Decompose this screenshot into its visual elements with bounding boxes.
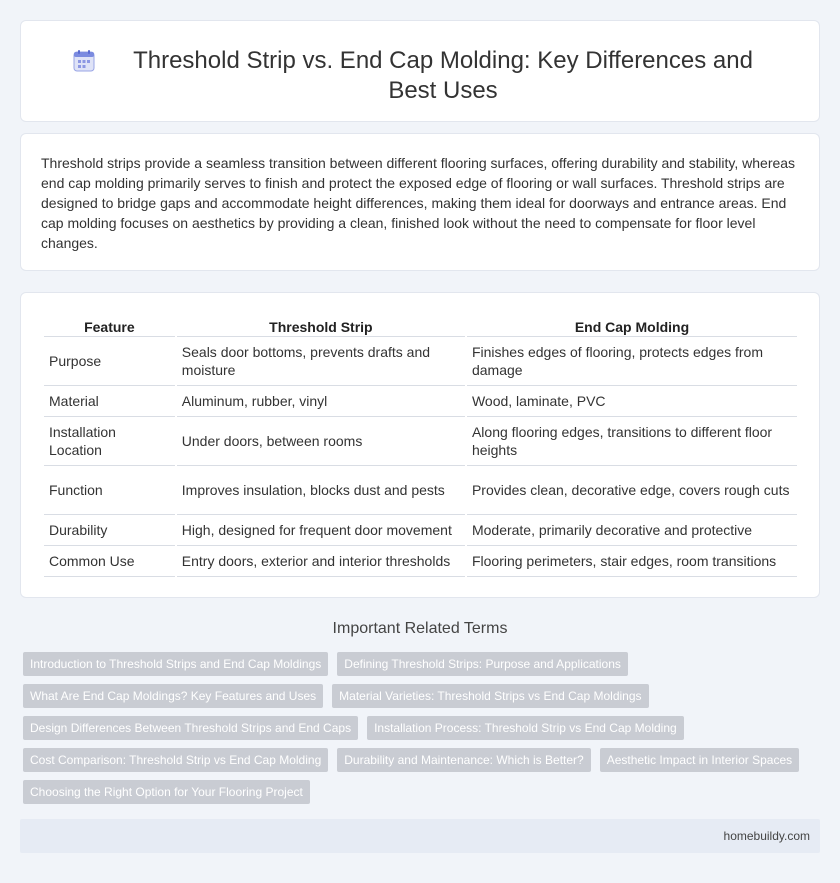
table-cell: Finishes edges of flooring, protects edges from damage xyxy=(467,337,797,386)
related-terms-list xyxy=(23,652,813,812)
related-term-tag[interactable]: Defining Threshold Strips: Purpose and Applications xyxy=(337,652,628,676)
table-row xyxy=(44,386,797,417)
table-header-row xyxy=(44,311,797,337)
column-header-feature: Feature xyxy=(44,311,175,337)
related-term-tag[interactable]: Cost Comparison: Threshold Strip vs End Cap Molding xyxy=(23,748,328,772)
intro-paragraph: Threshold strips provide a seamless transition between different flooring surfaces, offering durability and stability, whereas end cap molding primarily serves to finish and protect the exposed edge of flooring or wall surfaces. Threshold strips are designed to bridge gaps and accommodate height differences, making them ideal for doorways and entrance areas. End cap molding focuses on aesthetics by providing a clean, finished look without the need to compensate for floor level changes. xyxy=(41,155,796,251)
table-cell: Along flooring edges, transitions to different floor heights xyxy=(467,417,797,466)
related-term-tag[interactable]: Material Varieties: Threshold Strips vs End Cap Moldings xyxy=(332,684,648,708)
table-cell: Seals door bottoms, prevents drafts and moisture xyxy=(177,337,465,386)
column-header-threshold-strip: Threshold Strip xyxy=(177,311,465,337)
intro-card xyxy=(20,133,820,271)
calendar-icon xyxy=(71,48,97,74)
table-cell: Material xyxy=(44,386,175,417)
table-cell: Flooring perimeters, stair edges, room transitions xyxy=(467,546,797,577)
table-cell: Installation Location xyxy=(44,417,175,466)
table-cell: Entry doors, exterior and interior thresholds xyxy=(177,546,465,577)
related-terms-heading: Important Related Terms xyxy=(332,620,508,637)
related-term-tag[interactable]: Introduction to Threshold Strips and End Cap Moldings xyxy=(23,652,328,676)
table-cell: Purpose xyxy=(44,337,175,386)
related-term-tag[interactable]: Durability and Maintenance: Which is Better? xyxy=(337,748,590,772)
comparison-table-card xyxy=(20,292,820,598)
table-row xyxy=(44,466,797,515)
comparison-table xyxy=(42,311,799,577)
table-cell: Durability xyxy=(44,515,175,546)
table-row xyxy=(44,337,797,386)
table-cell: Common Use xyxy=(44,546,175,577)
related-term-tag[interactable]: Design Differences Between Threshold Strips and End Caps xyxy=(23,716,358,740)
related-term-tag[interactable]: What Are End Cap Moldings? Key Features and Uses xyxy=(23,684,323,708)
page-title: Threshold Strip vs. End Cap Molding: Key Differences and Best Uses xyxy=(133,47,753,104)
table-cell: Wood, laminate, PVC xyxy=(467,386,797,417)
related-term-tag[interactable]: Aesthetic Impact in Interior Spaces xyxy=(600,748,799,772)
column-header-end-cap-molding: End Cap Molding xyxy=(467,311,797,337)
title-card xyxy=(20,20,820,122)
footer xyxy=(20,819,820,853)
table-cell: High, designed for frequent door movement xyxy=(177,515,465,546)
footer-site-link[interactable]: homebuildy.com xyxy=(723,829,810,843)
table-cell: Moderate, primarily decorative and protective xyxy=(467,515,797,546)
table-cell: Aluminum, rubber, vinyl xyxy=(177,386,465,417)
table-row xyxy=(44,515,797,546)
related-term-tag[interactable]: Installation Process: Threshold Strip vs End Cap Molding xyxy=(367,716,684,740)
table-row xyxy=(44,417,797,466)
table-cell: Function xyxy=(44,466,175,515)
table-row xyxy=(44,546,797,577)
table-cell: Under doors, between rooms xyxy=(177,417,465,466)
table-cell: Provides clean, decorative edge, covers rough cuts xyxy=(467,466,797,515)
related-term-tag[interactable]: Choosing the Right Option for Your Flooring Project xyxy=(23,780,310,804)
table-cell: Improves insulation, blocks dust and pests xyxy=(177,466,465,515)
